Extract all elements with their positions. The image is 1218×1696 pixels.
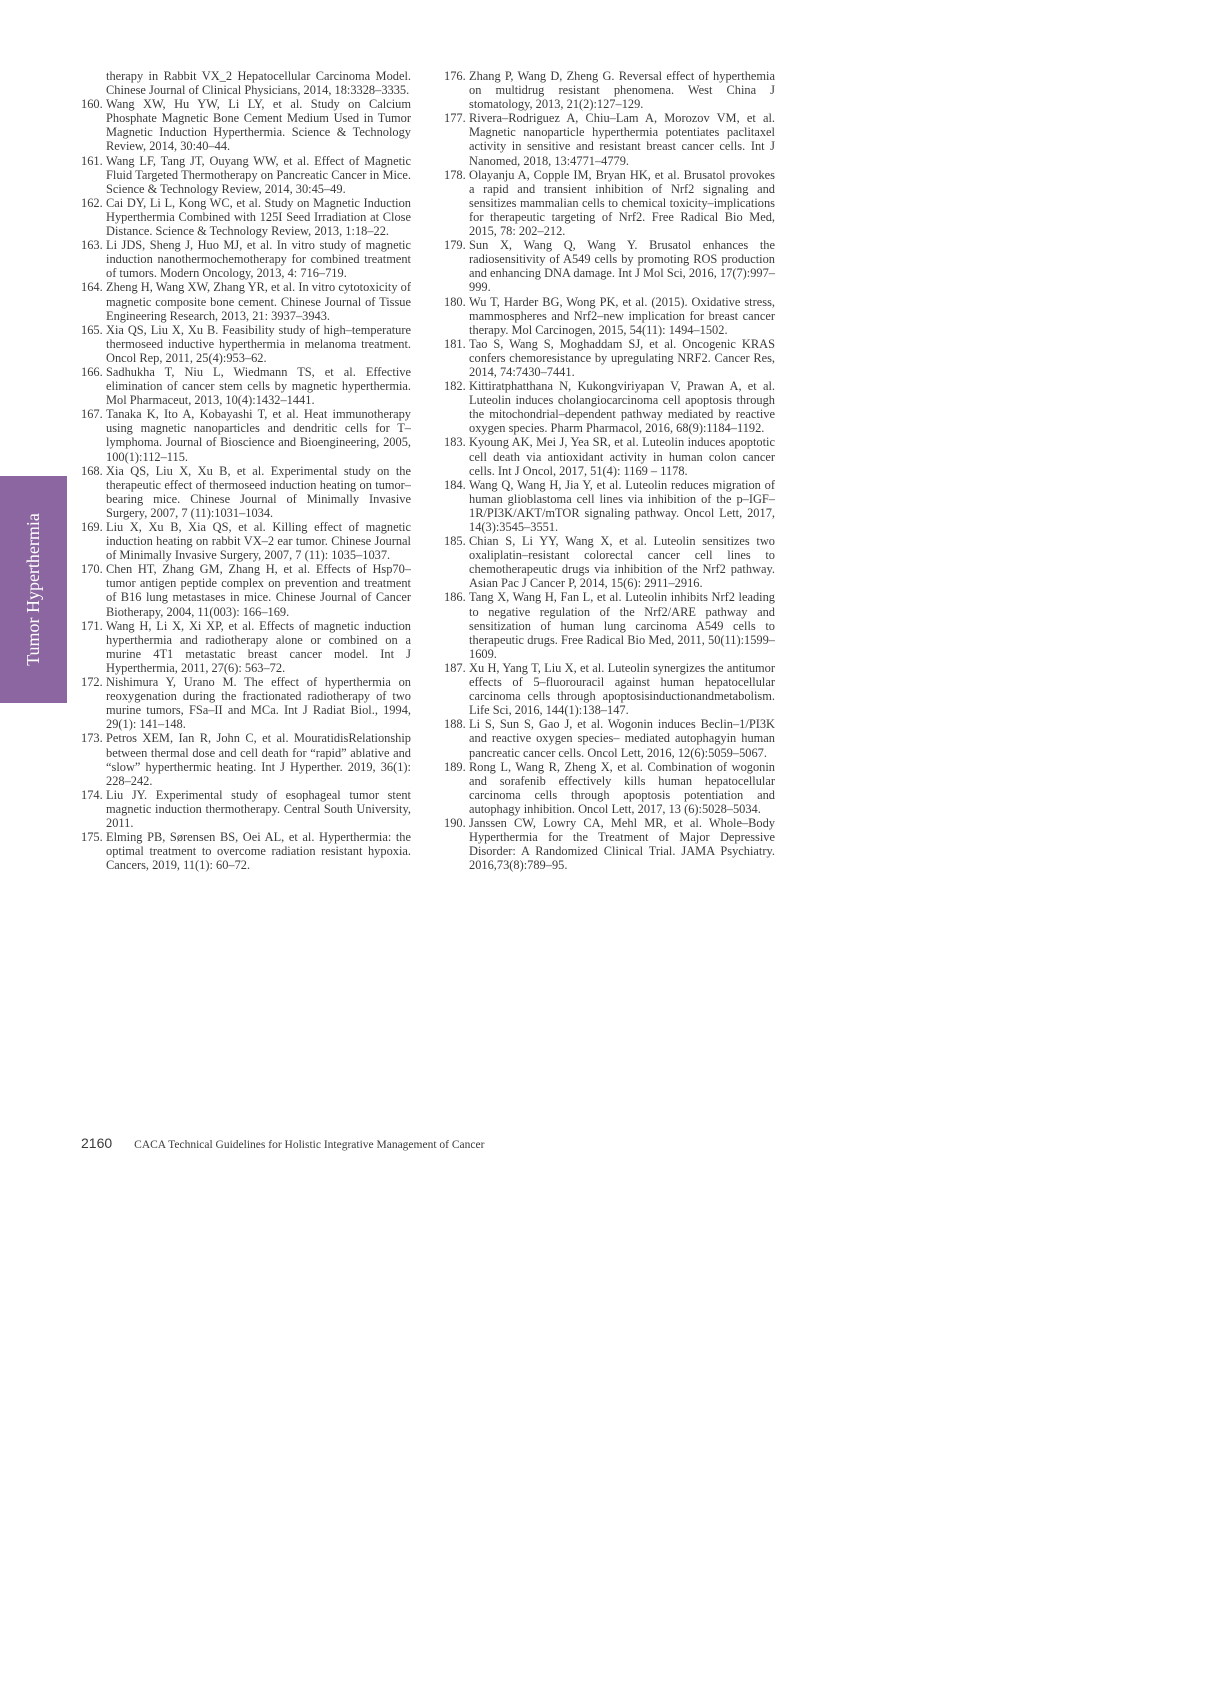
reference-number: 173. [81,731,103,746]
reference-text: Li JDS, Sheng J, Huo MJ, et al. In vitro study of magnetic induction nanothermochemotherapy for combined treatment of tumors. Modern Oncology, 2013, 4: 716–719. [106,238,411,281]
reference-text: Nishimura Y, Urano M. The effect of hyperthermia on reoxygenation during the fractionated radiotherapy of two murine tumors, FSa–II and MCa. Int J Radiat Biol., 1994, 29(1): 141–148. [106,675,411,732]
reference-text: Xia QS, Liu X, Xu B. Feasibility study of high–temperature thermoseed inductive hyperthermia in melanoma treatment. Oncol Rep, 2011, 25(4):953–62. [106,322,411,365]
reference-text: Zhang P, Wang D, Zheng G. Reversal effect of hyperthemia on multidrug resistant phenomena. West China J stomatology, 2013, 21(2):127–129. [469,69,775,112]
reference-text: Janssen CW, Lowry CA, Mehl MR, et al. Whole–Body Hyperthermia for the Treatment of Major Depressive Disorder: A Randomized Clinical Trial. JAMA Psychiatry. 2016,73(8):789–95. [469,815,775,873]
reference-text: Zheng H, Wang XW, Zhang YR, et al. In vitro cytotoxicity of magnetic composite bone cement. Chinese Journal of Tissue Engineering Research, 2013, 21: 3937–3943. [106,280,411,323]
reference-number: 190. [444,815,466,830]
reference-item [444,717,775,759]
reference-item [81,830,411,872]
reference-item [81,196,411,238]
reference-text: Tao S, Wang S, Moghaddam SJ, et al. Oncogenic KRAS confers chemoresistance by upregulating NRF2. Cancer Res, 2014, 74:7430–7441. [469,336,775,379]
reference-text: Wang XW, Hu YW, Li LY, et al. Study on Calcium Phosphate Magnetic Bone Cement Medium Used in Tumor Magnetic Induction Hyperthermia. Science & Technology Review, 2014, 30:40–44. [106,97,411,154]
reference-number: 181. [444,336,466,351]
reference-item [81,97,411,153]
reference-item [81,520,411,562]
reference-number: 186. [444,590,466,605]
reference-text: Li S, Sun S, Gao J, et al. Wogonin induces Beclin–1/PI3K and reactive oxygen species– mediated autophagyin human pancreatic cancer cells. Oncol Lett, 2016, 12(6):5059–5067. [469,717,775,760]
reference-text: Liu X, Xu B, Xia QS, et al. Killing effect of magnetic induction heating on rabbit VX–2 ear tumor. Chinese Journal of Minimally Invasive Surgery, 2007, 7 (11): 1035–1037. [106,520,411,563]
reference-text: Xu H, Yang T, Liu X, et al. Luteolin synergizes the antitumor effects of 5–fluorouracil against human hepatocellular carcinoma cells through apoptosisinductionandmetabolism. Life Sci, 2016, 144(1):138–147. [469,660,775,718]
reference-text: Tanaka K, Ito A, Kobayashi T, et al. Heat immunotherapy using magnetic nanoparticles and dendritic cells for T–lymphoma. Journal of Bioscience and Bioengineering, 2005, 100(1):112–115. [106,407,411,464]
reference-item [444,238,775,294]
reference-item [81,69,411,97]
reference-text: Sadhukha T, Niu L, Wiedmann TS, et al. Effective elimination of cancer stem cells by magnetic hyperthermia. Mol Pharmaceut, 2013, 10(4):1432–1441. [106,364,411,408]
reference-text: Tang X, Wang H, Fan L, et al. Luteolin inhibits Nrf2 leading to negative regulation of the Nrf2/ARE pathway and sensitization of human lung carcinoma A549 cells to therapeutic drugs. Free Radical Bio Med, 2011, 50(11):1599–1609. [469,590,775,661]
references-left-column [81,69,411,872]
reference-item [81,323,411,365]
reference-number: 161. [81,153,103,168]
reference-number: 163. [81,238,103,253]
reference-text: Rivera–Rodriguez A, Chiu–Lam A, Morozov VM, et al. Magnetic nanoparticle hyperthermia potentiates paclitaxel activity in sensitive and resistant breast cancer cells. Int J Nanomed, 2018, 13:4771–4779. [469,111,775,168]
reference-number: 178. [444,167,466,182]
reference-number: 166. [81,364,103,379]
reference-item [444,661,775,717]
reference-item [444,435,775,477]
reference-number: 174. [81,787,103,802]
reference-number: 187. [444,660,466,675]
reference-text: Kyoung AK, Mei J, Yea SR, et al. Luteolin induces apoptotic cell death via antioxidant activity in human colon cancer cells. Int J Oncol, 2017, 51(4): 1169 – 1178. [469,435,775,478]
reference-number: 160. [81,97,103,112]
reference-item [81,619,411,675]
reference-number: 172. [81,675,103,690]
reference-item [81,365,411,407]
reference-item [444,295,775,337]
reference-item [444,534,775,590]
reference-number: 164. [81,280,103,295]
reference-number [81,69,106,97]
reference-text: Sun X, Wang Q, Wang Y. Brusatol enhances the radiosensitivity of A549 cells by promoting ROS production and enhancing DNA damage. Int J Mol Sci, 2016, 17(7):997–999. [469,238,775,295]
references-right-column [444,69,775,872]
reference-text: Wang Q, Wang H, Jia Y, et al. Luteolin reduces migration of human glioblastoma cell lines via inhibition of the p–IGF–1R/PI3K/AKT/mTOR signaling pathway. Oncol Lett, 2017, 14(3):3545–3551. [469,477,775,534]
reference-number: 167. [81,407,103,422]
reference-number: 168. [81,463,103,478]
reference-number: 165. [81,322,103,337]
reference-number: 176. [444,69,466,83]
reference-text: Olayanju A, Copple IM, Bryan HK, et al. Brusatol provokes a rapid and transient inhibition of Nrf2 signaling and sensitizes mammalian cells to chemical toxicity–implications for therapeutic targeting of Nrf2. Free Radical Bio Med, 2015, 78: 202–212. [469,167,775,239]
reference-text: Rong L, Wang R, Zheng X, et al. Combination of wogonin and sorafenib effectively kills human hepatocellular carcinoma cells through apoptosis potentiation and autophagy inhibition. Oncol Lett, 2017, 13 (6):5028–5034. [469,759,775,816]
reference-item [81,154,411,196]
reference-number: 169. [81,520,103,534]
reference-item [81,280,411,322]
section-side-tab-label: Tumor Hyperthermia [23,513,44,666]
reference-number: 184. [444,477,466,492]
reference-item [81,407,411,463]
reference-text: Wang H, Li X, Xi XP, et al. Effects of magnetic induction hyperthermia and radiotherapy alone or combined on a murine 4T1 metastatic breast cancer model. Int J Hyperthermia, 2011, 27(6): 563–72. [106,618,411,675]
reference-item [444,69,775,111]
reference-text: Kittiratphatthana N, Kukongviriyapan V, Prawan A, et al. Luteolin induces cholangiocarcinoma cell apoptosis through the mitochondrial–dependent pathway mediated by reactive oxygen species. Pharm Pharmacol, 2016, 68(9):1184–1192. [469,379,775,436]
reference-text: therapy in Rabbit VX_2 Hepatocellular Carcinoma Model. Chinese Journal of Clinical Physicians, 2014, 18:3328–3335. [106,69,411,98]
reference-number: 179. [444,238,466,253]
reference-item [81,238,411,280]
reference-text: Chen HT, Zhang GM, Zhang H, et al. Effects of Hsp70–tumor antigen peptide complex on prevention and treatment of B16 lung metastases in mice. Chinese Journal of Cancer Biotherapy, 2004, 11(003): 166–169. [106,562,411,619]
reference-number: 170. [81,562,103,577]
reference-number: 162. [81,195,103,210]
reference-item [444,168,775,238]
reference-text: Wang LF, Tang JT, Ouyang WW, et al. Effect of Magnetic Fluid Targeted Thermotherapy on Pancreatic Cancer in Mice. Science & Technology Review, 2014, 30:45–49. [106,153,411,196]
reference-item [444,379,775,435]
reference-text: Cai DY, Li L, Kong WC, et al. Study on Magnetic Induction Hyperthermia Combined with 125I Seed Irradiation at Close Distance. Science & Technology Review, 2013, 1:18–22. [106,195,411,239]
page-number: 2160 [81,1135,113,1151]
reference-number: 171. [81,618,103,633]
reference-item [444,816,775,872]
reference-item [444,111,775,167]
reference-text: Xia QS, Liu X, Xu B, et al. Experimental study on the therapeutic effect of thermoseed induction heating on tumor–bearing mice. Chinese Journal of Minimally Invasive Surgery, 2007, 7 (11):1031–1034. [106,463,411,520]
reference-number: 188. [444,717,466,732]
reference-item [444,478,775,534]
reference-item [444,590,775,660]
reference-item [81,562,411,618]
reference-number: 177. [444,111,466,126]
reference-item [444,337,775,379]
reference-number: 185. [444,534,466,549]
reference-item [81,464,411,520]
running-title: CACA Technical Guidelines for Holistic Integrative Management of Cancer [134,1139,485,1151]
reference-text: Elming PB, Sørensen BS, Oei AL, et al. Hyperthermia: the optimal treatment to overcome radiation resistant hypoxia. Cancers, 2019, 11(1): 60–72. [106,830,411,873]
reference-text: Wu T, Harder BG, Wong PK, et al. (2015). Oxidative stress, mammospheres and Nrf2–new implication for breast cancer therapy. Mol Carcinogen, 2015, 54(11): 1494–1502. [469,294,775,337]
reference-text: Liu JY. Experimental study of esophageal tumor stent magnetic induction thermotherapy. Central South University, 2011. [106,787,411,830]
reference-number: 182. [444,379,466,394]
reference-number: 183. [444,435,466,450]
reference-number: 189. [444,759,466,774]
reference-number: 175. [81,830,103,845]
reference-item [81,788,411,830]
reference-item [81,731,411,787]
reference-text: Petros XEM, Ian R, John C, et al. MouratidisRelationship between thermal dose and cell death for “rapid” ablative and “slow” hyperthermic heating. Int J Hyperther. 2019, 36(1): 228–242. [106,731,411,788]
reference-item [81,675,411,731]
reference-text: Chian S, Li YY, Wang X, et al. Luteolin sensitizes two oxaliplatin–resistant colorectal cancer cell lines to chemotherapeutic drugs via inhibition of the Nrf2 pathway. Asian Pac J Cancer P, 2014, 15(6): 2911–2916. [469,534,775,591]
section-side-tab [0,476,67,703]
page-footer [81,1135,484,1151]
reference-item [444,760,775,816]
reference-number: 180. [444,294,466,309]
